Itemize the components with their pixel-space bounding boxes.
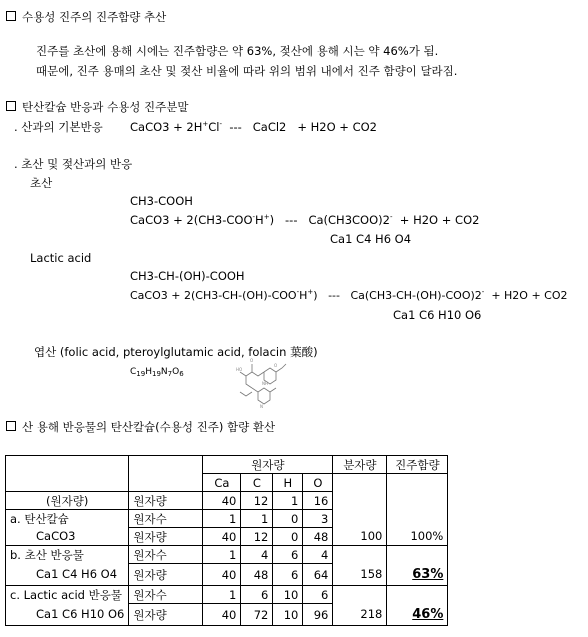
checkbox-bullet-icon [6,101,16,111]
table-row: b. 초산 반응물 원자수 1 4 6 4 [6,546,448,564]
section-heading-conversion: 산 용해 반응물의 탄산칼슘(수용성 진주) 함량 환산 [6,420,275,434]
table-row: CaCO3 원자량 40 12 0 48 100 100% [6,528,448,546]
lactic-acid-equation: CaCO3 + 2(CH3-CH-(OH)-COO-H+) --- Ca(CH3-CH-(OH)-COO)2- + H2O + CO2 [130,288,568,302]
table-row: Ca1 C4 H6 O4 원자량 40 48 6 64 158 63% [6,564,448,586]
acetic-acid-formula: CH3-COOH [130,194,193,208]
paragraph-line: 진주를 초산에 용해 시에는 진주함량은 약 63%, 젖산에 용해 시는 약 46%가 됨. [36,44,439,58]
folic-acid-formula: $C_{19}H_{19}N_7O_6$ [130,367,184,378]
pearl-content-lactic: 46% [412,606,444,622]
lactic-acid-label: Lactic acid [30,251,92,265]
section-heading-calcium-carbonate: 탄산칼슘 반응과 수용성 진주분말 [6,100,189,114]
atomic-weight-header: 원자량 [203,456,333,474]
folic-acid-structure-image [232,352,292,412]
table-row: (원자량) 원자량 40 12 1 16 [6,492,448,510]
section-heading-pearl-content: 수용성 진주의 진주함량 추산 [6,10,166,24]
acetic-acid-label: 초산 [30,176,53,190]
svg-text:O: O [274,363,278,368]
svg-text:N: N [260,404,263,409]
table-row: Ca1 C6 H10 O6 원자량 40 72 10 96 218 46% [6,604,448,626]
table-header-row [6,456,448,474]
svg-text:O: O [250,358,254,363]
lactic-acid-formula: CH3-CH-(OH)-COOH [130,269,245,283]
folic-acid-label: 엽산 (folic acid, pteroylglutamic acid, folacin 葉酸) [34,345,318,359]
basic-reaction-label: . 산과의 기본반응 [14,120,103,134]
molecular-weight-header: 분자량 [333,456,387,474]
acetic-acid-product: Ca1 C4 H6 O4 [330,232,412,246]
table-element-header-row: Ca C H O [6,474,448,492]
basic-reaction-equation: CaCO3 + 2H+Cl- --- CaCl2 + H2O + CO2 [130,120,377,134]
conversion-table [5,455,448,626]
svg-text:NH: NH [262,381,268,386]
paragraph-line: 때문에, 진주 용매의 초산 및 젖산 비율에 따라 위의 범위 내에서 진주 함량이 달라짐. [36,64,458,78]
table-row: c. Lactic acid 반응물 원자수 1 6 10 6 [6,586,448,604]
pearl-content-header: 진주함량 [387,456,448,474]
pearl-content-acetic: 63% [412,566,444,582]
acid-reaction-label: . 초산 및 젖산과의 반응 [14,157,133,171]
acetic-acid-equation: CaCO3 + 2(CH3-COO-H+) --- Ca(CH3COO)2- + H2O + CO2 [130,213,480,227]
table-row: a. 탄산칼슘 원자수 1 1 0 3 [6,510,448,528]
checkbox-bullet-icon [6,11,16,21]
lactic-acid-product: Ca1 C6 H10 O6 [393,308,482,322]
checkbox-bullet-icon [6,421,16,431]
svg-text:HO: HO [236,367,243,372]
